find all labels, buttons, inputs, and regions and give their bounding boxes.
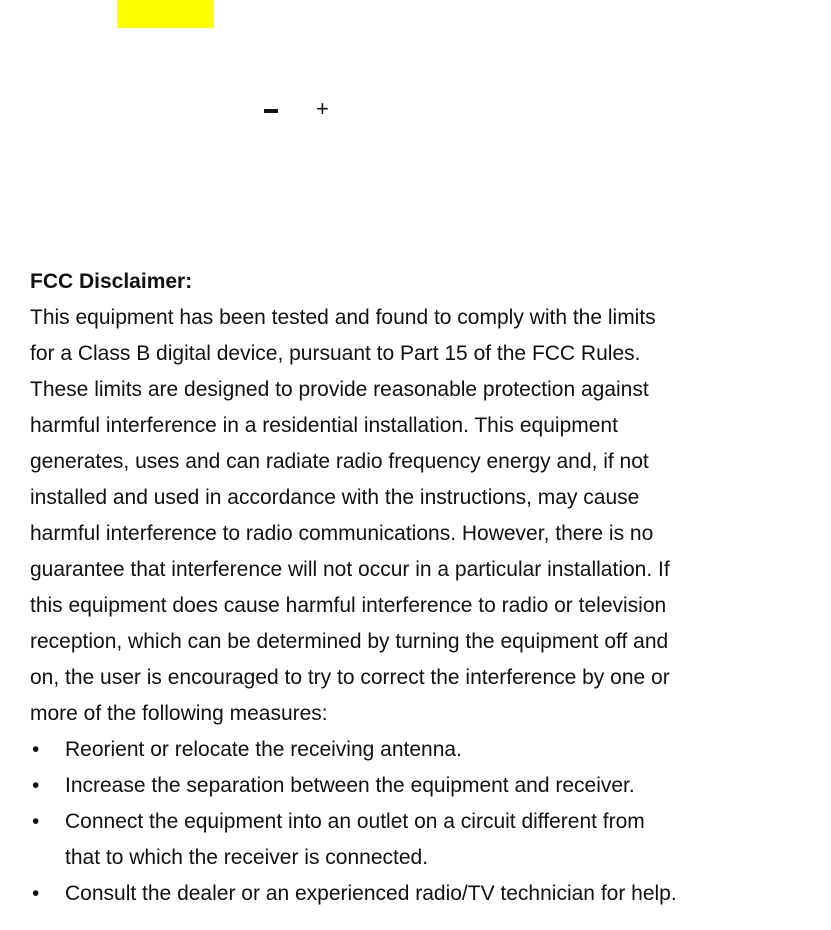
- bullet-icon: •: [32, 774, 40, 797]
- list-item-text: that to which the receiver is connected.: [65, 846, 429, 869]
- list-item: [30, 732, 820, 768]
- list-item: [30, 768, 820, 804]
- list-item: [30, 876, 820, 912]
- disclaimer-line: harmful interference to radio communications. However, there is no: [30, 522, 654, 545]
- zoom-out-button[interactable]: [264, 101, 278, 117]
- zoom-in-button[interactable]: +: [316, 96, 329, 121]
- fcc-disclaimer: [30, 264, 820, 912]
- bullet-icon: •: [32, 738, 40, 761]
- disclaimer-line: These limits are designed to provide reasonable protection against: [30, 378, 649, 401]
- disclaimer-line: this equipment does cause harmful interference to radio or television: [30, 594, 667, 617]
- minus-icon: [264, 109, 278, 113]
- zoom-controls: [264, 92, 329, 126]
- disclaimer-line: installed and used in accordance with the instructions, may cause: [30, 486, 640, 509]
- list-item: [30, 804, 820, 840]
- yellow-highlight-block: [117, 0, 214, 28]
- list-item-text: Consult the dealer or an experienced radio/TV technician for help.: [65, 882, 677, 905]
- disclaimer-line: reception, which can be determined by turning the equipment off and: [30, 630, 669, 653]
- disclaimer-line: harmful interference in a residential installation. This equipment: [30, 414, 618, 437]
- disclaimer-heading: FCC Disclaimer:: [30, 270, 193, 293]
- disclaimer-line: on, the user is encouraged to try to correct the interference by one or: [30, 666, 670, 689]
- measures-list: [30, 732, 820, 912]
- disclaimer-line: This equipment has been tested and found to comply with the limits: [30, 306, 656, 329]
- bullet-icon: •: [32, 810, 40, 833]
- disclaimer-line: more of the following measures:: [30, 702, 328, 725]
- bullet-icon: •: [32, 882, 40, 905]
- disclaimer-line: generates, uses and can radiate radio frequency energy and, if not: [30, 450, 649, 473]
- disclaimer-line: for a Class B digital device, pursuant to Part 15 of the FCC Rules.: [30, 342, 641, 365]
- list-item-text: Connect the equipment into an outlet on a circuit different from: [65, 810, 645, 833]
- list-item-continuation: [30, 840, 820, 876]
- list-item-text: Reorient or relocate the receiving antenna.: [65, 738, 462, 761]
- list-item-text: Increase the separation between the equipment and receiver.: [65, 774, 635, 797]
- disclaimer-line: guarantee that interference will not occur in a particular installation. If: [30, 558, 670, 581]
